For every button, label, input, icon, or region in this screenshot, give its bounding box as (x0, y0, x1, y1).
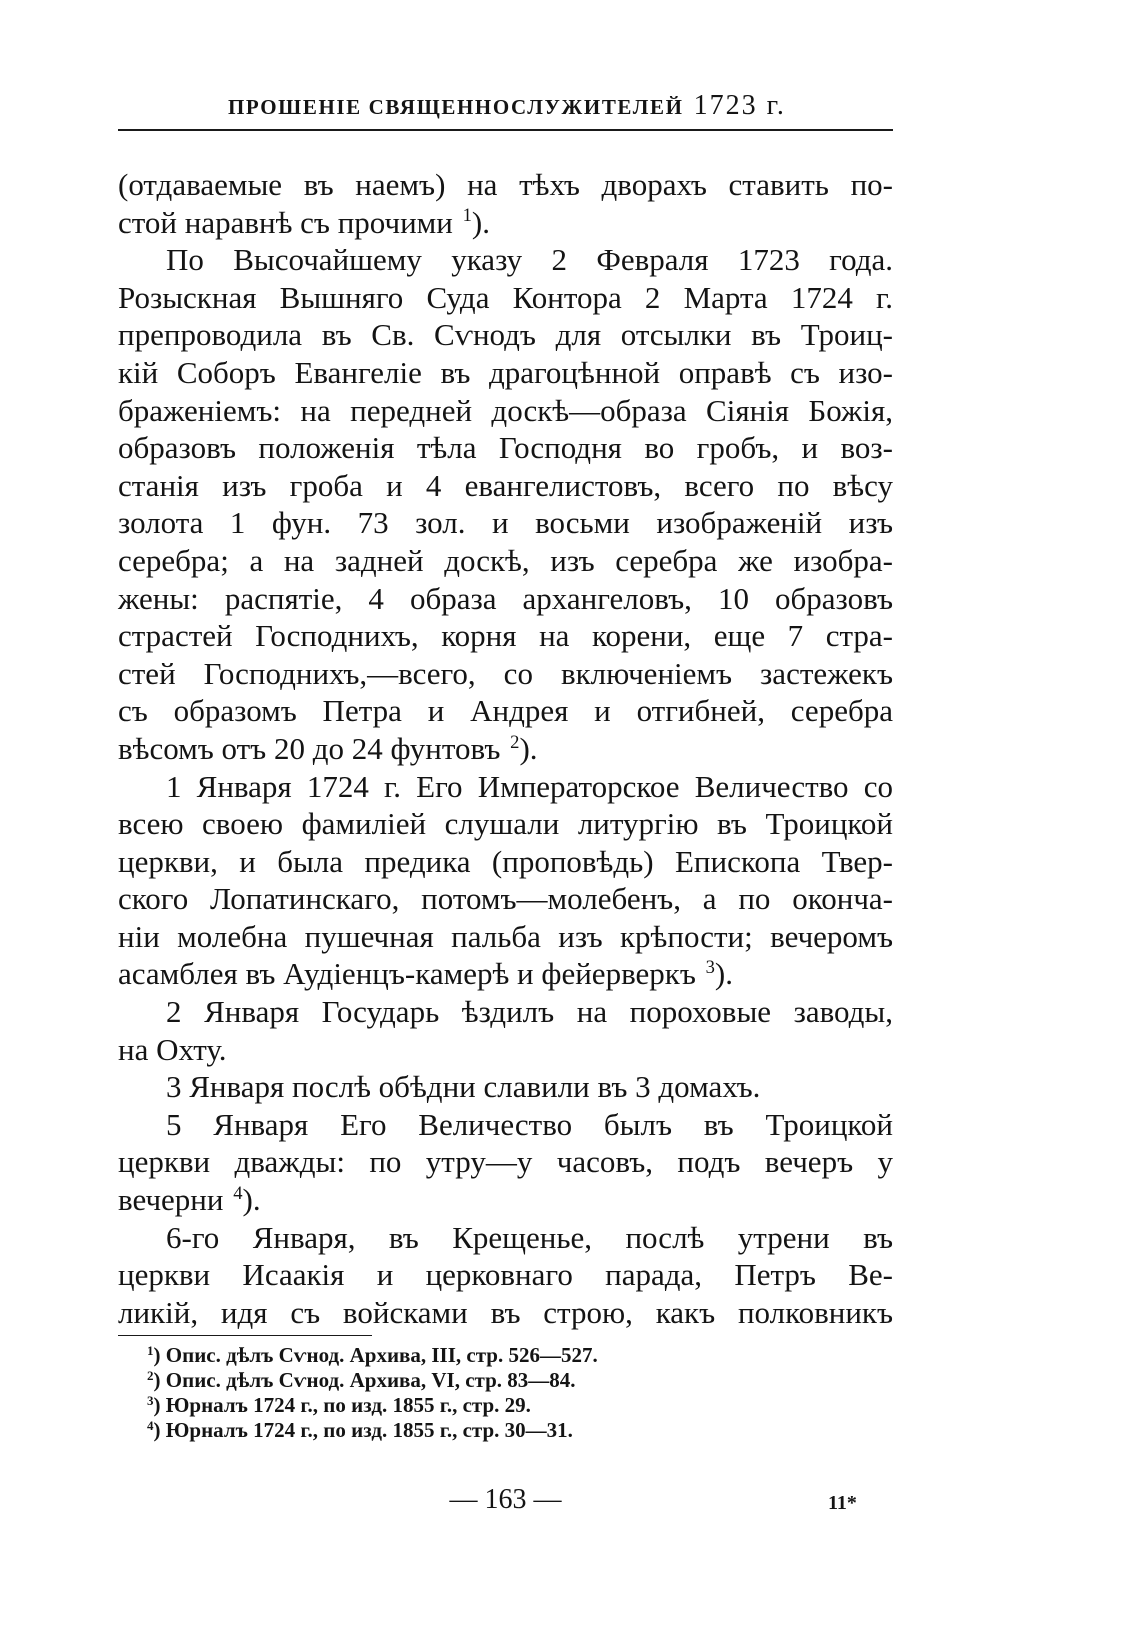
body-text (118, 166, 893, 1331)
footnote-ref: 2 (510, 731, 520, 753)
text-line: ніи молебна пушечная пальба изъ крѣпости; вечеромъ (118, 918, 893, 954)
text-line: образовъ положенія тѣла Господня во гробъ, и воз- (118, 430, 893, 466)
text-line: асамблея въ Аудіенцъ-камерѣ и фейерверкъ $^3$). (118, 956, 733, 992)
text-line: вѣсомъ отъ 20 до 24 фунтовъ $^2$). (118, 730, 538, 766)
footnote-number: 4 (147, 1417, 154, 1433)
text-line: ского Лопатинскаго, потомъ—молебенъ, а по оконча- (118, 881, 893, 917)
paragraph (118, 1219, 893, 1332)
signature-mark: 11* (828, 1492, 857, 1514)
footnote-number: 2 (147, 1367, 154, 1383)
paragraph (118, 1068, 893, 1106)
footnote-number: 1 (147, 1342, 154, 1358)
text-line: кій Соборъ Евангеліе въ драгоцѣнной оправѣ съ изо- (118, 354, 893, 390)
text-line: съ образомъ Петра и Андрея и отгибней, серебра (118, 693, 893, 729)
paragraph (118, 166, 893, 241)
footnote-ref: 3 (705, 957, 715, 979)
text-line: золота 1 фун. 73 зол. и восьми изображеній изъ (118, 505, 893, 541)
text-line: всею своею фамиліей слушали литургію въ Троицкой (118, 806, 893, 842)
text-line: серебра; а на задней доскѣ, изъ серебра же изобра- (118, 542, 893, 578)
text-line: церкви Исаакія и церковнаго парада, Петръ Ве- (118, 1257, 893, 1293)
footnote-ref: 4 (233, 1182, 243, 1204)
footnote: $^1$) Опис. дѣлъ Сѵнод. Архива, III, стр. 526—527. (147, 1342, 598, 1367)
footnote-ref: 1 (462, 205, 472, 227)
text-line: церкви, и была предика (проповѣдь) Епископа Твер- (118, 843, 893, 879)
footnotes (147, 1343, 887, 1443)
page-number: — 163 — (449, 1484, 562, 1515)
text-line: ликій, идя съ войсками въ строю, какъ полковникъ (118, 1294, 893, 1330)
footnote: $^4$) Юрналъ 1724 г., по изд. 1855 г., стр. 30—31. (147, 1417, 573, 1442)
running-head (228, 88, 786, 124)
text-line: жены: распятіе, 4 образа архангеловъ, 10 образовъ (118, 580, 893, 616)
paragraph (118, 993, 893, 1068)
footnote-number: 3 (147, 1392, 154, 1408)
footnote: $^3$) Юрналъ 1724 г., по изд. 1855 г., стр. 29. (147, 1392, 531, 1417)
text-line: страстей Господнихъ, корня на корени, еще 7 стра- (118, 618, 893, 654)
text-line: (отдаваемые въ наемъ) на тѣхъ дворахъ ставить по- (118, 167, 893, 202)
text-line: вечерни $^4$). (118, 1182, 261, 1218)
text-line: 1 Января 1724 г. Его Императорское Величество со (166, 768, 893, 804)
running-head-year: 1723 г. (693, 90, 786, 121)
text-line: Розыскная Вышняго Суда Контора 2 Марта 1724 г. (118, 279, 893, 315)
text-line: 3 Января послѣ обѣдни славили въ 3 домахъ. (166, 1069, 761, 1105)
text-line: стей Господнихъ,—всего, со включеніемъ застежекъ (118, 655, 893, 691)
text-line: станія изъ гроба и 4 евангелистовъ, всего по вѣсу (118, 467, 893, 503)
running-head-title: ПРОШЕНІЕ СВЯЩЕННОСЛУЖИТЕЛЕЙ (228, 95, 684, 119)
paragraph (118, 768, 893, 994)
header-rule (118, 129, 893, 131)
text-line: препроводила въ Св. Сѵнодъ для отсылки въ Троиц- (118, 317, 893, 353)
text-line: церкви дважды: по утру—у часовъ, подъ вечеръ у (118, 1144, 893, 1180)
text-line: 5 Января Его Величество былъ въ Троицкой (166, 1106, 893, 1142)
paragraph (118, 1106, 893, 1219)
text-line: 2 Января Государь ѣздилъ на пороховые заводы, (166, 994, 893, 1030)
text-line: По Высочайшему указу 2 Февраля 1723 года. (166, 242, 893, 278)
footnote-separator (118, 1335, 372, 1336)
footnote: $^2$) Опис. дѣлъ Сѵнод. Архива, VI, стр. 83—84. (147, 1367, 576, 1392)
text-line: браженіемъ: на передней доскѣ—образа Сіянія Божія, (118, 392, 893, 428)
text-line: на Охту. (118, 1031, 227, 1067)
text-line: стой наравнѣ съ прочими $^1$). (118, 204, 490, 240)
paragraph (118, 241, 893, 767)
text-line: 6-го Января, въ Крещенье, послѣ утрени въ (166, 1219, 893, 1255)
